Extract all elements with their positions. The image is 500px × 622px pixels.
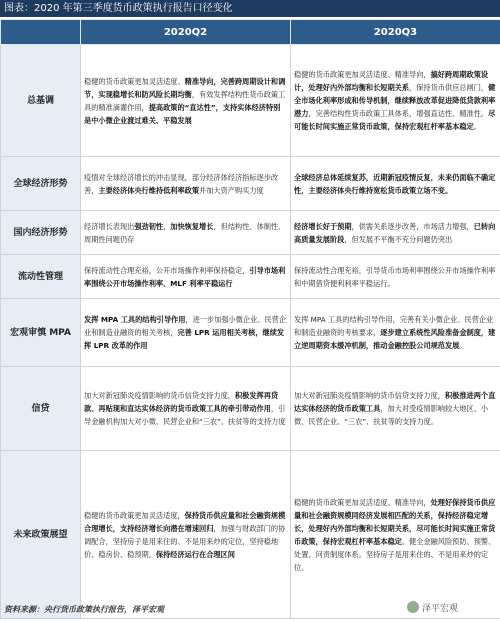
cell-text: 稳健的货币政策更加灵活适度， [84,510,185,520]
cell-q2 [81,45,291,157]
emphasized-text: 逐步建立系统性风险准备金制度，建立逆周期资本缓冲机制，推动金融控股公司规范发展 [294,328,496,350]
cell-text: ，但结构性、体制性、周期性问题仍存 [84,221,286,244]
watermark-label: 泽平宏观 [422,603,459,614]
watermark [404,598,461,616]
emphasized-text: 已转向高质量发展阶段 [294,221,496,244]
cell-q3 [291,299,500,367]
table-header-row [1,20,500,45]
cell-text: ， [163,221,171,231]
cell-q3 [291,157,500,211]
emphasized-text: 发挥 MPA 工具的结构引导作用 [84,315,186,324]
emphasized-text: 提高政策的“直达性”，支持实体经济特别是中小微企业渡过难关、平稳发展 [84,102,281,125]
header-empty [1,20,81,45]
table-row [1,255,500,299]
emphasized-text: 精准导向，完善跨周期设计和调节，实现稳增长和防风险长期均衡 [84,76,286,99]
cell-text: 并加大资产购买力度 [199,185,264,195]
cell-text: ，引导金融机构加大对小微、民营企业和“三农”、扶贫等的支持力度 [84,404,286,426]
header-2020q3: 2020Q3 [291,20,500,45]
cell-text: ，供需关系逐步改善，市场活力增强， [351,221,474,231]
cell-q3 [291,45,500,157]
cell-text: 保持流动性合理充裕，公开市场操作利率保持稳定， [84,265,250,275]
cell-text: 稳健的货币政策更加灵活适度、 [84,76,185,86]
cell-text: ，完善结构性货币政策工具体系，增强直达性、精准性。 [308,109,489,118]
cell-text: 经济增长表现出 [84,221,135,231]
cell-text: 疫情对全球经济增长的冲击显现，部分经济体经济指标逐步改善， [84,172,279,195]
emphasized-text: 加快恢复增长 [170,221,214,231]
cell-text: ，但发展不平衡不充分问题仍突出 [344,234,453,244]
row-label: 宏观审慎 MPA [1,299,81,367]
emphasized-text: 保持经济运行在合理区间 [155,549,235,559]
cell-text: 稳健的货币政策更加灵活适度、精准导向， [294,70,431,79]
row-label: 国内经济形势 [1,211,81,255]
table-row [1,45,500,157]
emphasized-text: 积极发挥再贷款、再贴现和直达实体经济的货币政策工具的牵引带动作用 [84,391,279,413]
row-label: 全球经济形势 [1,157,81,211]
emphasized-text: 全球经济总体延续复苏， [294,172,374,182]
cell-text: 。 [459,341,467,350]
emphasized-text: 尽可能长时间实施正常货币政策，保持宏观杠杆率基本稳定 [294,109,496,131]
row-label: 信贷 [1,367,81,451]
cell-q2 [81,255,291,299]
cell-text: 加大对新冠肺炎疫情影响的货币信贷支持力度， [84,391,235,400]
emphasized-text: 完善 LPR 运用相关考核，继续发挥 LPR 改革的作用 [84,328,285,350]
source-note: 资料来源：央行货币政策执行报告，泽平宏观 [4,605,164,614]
cell-q2 [81,211,291,255]
cell-q3 [291,255,500,299]
wechat-icon [407,601,419,613]
cell-text: ，进一步加强小微企业、民营企业和制造业融资的相关考核， [84,315,287,337]
emphasized-text: 处理好保持货币供应量和社会融资规模同经济发展相匹配的关系，保持经济稳定增长，处理好内外部均衡和长短期关系，尽可能长时间实施正常货币政策，保持宏观杠杆率基本稳定 [294,497,496,546]
row-label: 总基调 [1,45,81,157]
emphasized-text: 保持货币供应量和社会融资规模合理增长，支持经济增长向潜在增速回归 [84,510,286,533]
emphasized-text: 主要经济体央行维持低利率政策 [98,185,200,195]
cell-text: ，保持货币供应总闸门， [409,83,489,92]
emphasized-text: 经济增长好于预期 [294,221,352,231]
table-row [1,211,500,255]
emphasized-text: 积极推进两个直达实体经济的货币政策工具 [294,391,496,413]
table-row [1,299,500,367]
cell-text: 。健全金融风险预防、预警、处置、问责制度体系。坚持房子是用来住的、不是用来炒的定位。 [294,536,496,572]
cell-text: ，有效发挥结构性货币政策工具的精准滴灌作用， [84,89,286,112]
emphasized-text: 强劲韧性 [134,221,164,231]
cell-text: 稳健的货币政策更加灵活适度、精准导向， [294,497,431,507]
table-row [1,157,500,211]
cell-text: 保持流动性合理充裕，引导货币市场利率围绕公开市场操作利率和中期借贷便利利率平稳运行。 [294,265,496,288]
row-label: 流动性管理 [1,255,81,299]
emphasized-text: 引导市场利率围绕公开市场操作利率、MLF 利率平稳运行 [84,265,286,288]
cell-q2 [81,451,291,619]
cell-q2 [81,299,291,367]
table-row [1,451,500,619]
cell-q2 [81,367,291,451]
cell-q3 [291,211,500,255]
cell-text: ，加强与财政部门的协调配合，坚持房子是用来住的、不是用来炒的定位，坚持稳地价、稳房价、稳预期， [84,523,286,559]
cell-text: 。 [473,122,481,131]
comparison-table [0,19,500,619]
table-row [1,367,500,451]
emphasized-text: 健全市场化利率形成和传导机制，继续释放改革促进降低贷款利率潜力 [294,83,496,118]
cell-q2 [81,157,291,211]
figure-title: 图表：2020 年第三季度货币政策执行报告口径变化 [0,0,500,17]
emphasized-text: 搞好跨周期政策设计，处理好内外部均衡和长短期关系 [294,70,489,92]
cell-text: ，加大对受疫情影响较大地区、小微、民营企业、“三农”、扶贫等的支持力度。 [294,404,489,426]
cell-q3 [291,367,500,451]
header-2020q2: 2020Q2 [81,20,291,45]
cell-text: 加大对新冠肺炎疫情影响的货币信贷支持力度， [294,391,445,400]
cell-text: 发挥 MPA 工具的结构引导作用，完善有关小微企业、民营企业和制造业融资的考核要求， [294,315,494,337]
cell-q3 [291,451,500,619]
emphasized-text: 近期新冠疫情反复，未来仍面临不确定性，主要经济体央行维持宽松货币政策立场不变。 [294,172,496,195]
row-label: 未来政策展望 [1,451,81,619]
